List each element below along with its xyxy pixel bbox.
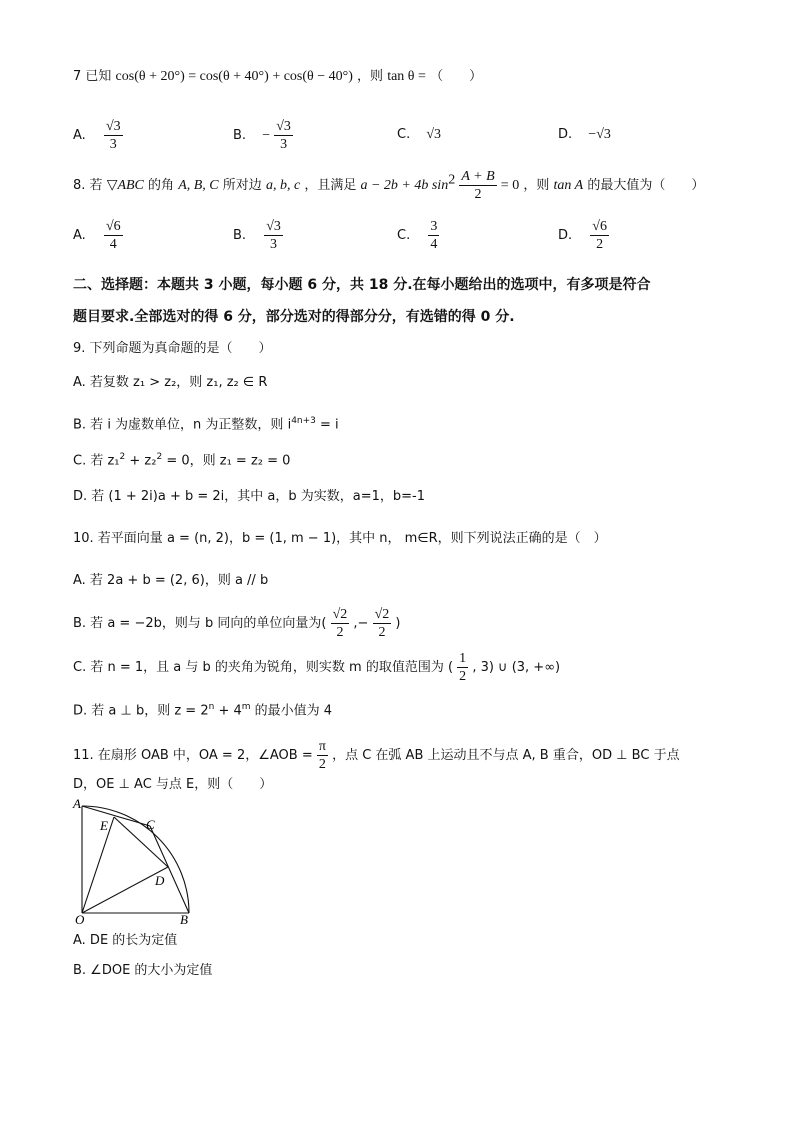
q10-option-a: A. 若 2a + b = (2, 6)，则 a // b [73, 573, 269, 588]
option-label: C. [397, 228, 411, 243]
q10-option-b [73, 606, 401, 641]
q9-option-b [73, 412, 339, 434]
q7-paren: （ ） [430, 69, 483, 84]
q10-option-d [73, 698, 332, 720]
q8-text: 的角 [148, 178, 175, 193]
label-o: O [75, 912, 85, 926]
option-label: C. [397, 127, 411, 142]
denominator: 3 [280, 137, 288, 152]
q7-then: ，则 [357, 69, 384, 84]
option-text: D. 若 a ⊥ b，则 z = 2 [73, 703, 209, 719]
q8-text: 的最大值为（ ） [587, 178, 705, 193]
q8-option-a [73, 218, 123, 253]
q11-stem [73, 738, 680, 773]
q8-triangle: ▽ABC [106, 178, 144, 193]
q9-option-d: D. 若 (1 + 2i)a + b = 2i，其中 a，b 为实数，a=1，b=-1 [73, 489, 425, 504]
option-label: A. [73, 228, 86, 243]
q8-target: tan A [553, 178, 584, 193]
numerator: A + B [461, 169, 495, 184]
q8-fraction [459, 168, 496, 203]
exponent: 4n+3 [291, 416, 316, 426]
minus-sign: − [262, 128, 271, 143]
q11-option-b: B. ∠DOE 的大小为定值 [73, 963, 213, 978]
fraction [457, 650, 468, 685]
denominator: 2 [474, 187, 482, 202]
q7-option-b [233, 118, 293, 153]
label-b: B [180, 912, 188, 926]
exponent: n [208, 702, 215, 712]
q7-option-a [73, 118, 123, 153]
q11-stem-cont: D，OE ⊥ AC 与点 E，则（ ） [73, 777, 273, 792]
fraction [274, 118, 293, 153]
option-text: B. 若 a = −2b，则与 b 同向的单位向量为( [73, 616, 327, 631]
denominator: 2 [336, 625, 344, 640]
q8-text: ，且满足 [304, 178, 357, 193]
option-text: , 3) ∪ (3, +∞) [472, 660, 561, 675]
option-text: = i [315, 417, 339, 433]
q9-option-a: A. 若复数 z₁ > z₂，则 z₁, z₂ ∈ R [73, 375, 268, 390]
denominator: 2 [596, 237, 604, 252]
numerator: 3 [430, 219, 438, 234]
q8-sides: a, b, c [265, 178, 301, 193]
q8-option-b [233, 218, 283, 253]
sector-diagram [72, 796, 202, 926]
numerator: √3 [266, 219, 281, 234]
option-text: B. 若 i 为虚数单位，n 为正整数，则 i [73, 417, 292, 433]
denominator: 2 [318, 757, 326, 772]
numerator: 1 [459, 651, 467, 666]
chord-cb [150, 826, 189, 913]
option-label: A. [73, 128, 86, 143]
denominator: 4 [430, 237, 438, 252]
option-label: B. [233, 228, 247, 243]
label-a: A [73, 796, 81, 811]
option-value: √3 [426, 127, 442, 142]
segment-ed [114, 817, 168, 867]
option-text: 的最小值为 4 [250, 703, 333, 719]
denominator: 2 [459, 669, 467, 684]
q7-option-c [397, 127, 441, 143]
option-label: D. [558, 127, 573, 142]
q7-stem [73, 68, 482, 86]
label-e: E [100, 818, 108, 833]
fraction [590, 218, 609, 253]
option-text: + 4 [214, 703, 242, 719]
numerator: √3 [105, 119, 121, 134]
q8-text: ，则 [523, 178, 550, 193]
q8-condition: a − 2b + 4b sin [360, 178, 449, 193]
q8-exponent: 2 [448, 172, 456, 188]
section-heading: 二、选择题：本题共 3 小题，每小题 6 分，共 18 分.在每小题给出的选项中，有多项是符合 [73, 277, 651, 293]
fraction [373, 606, 392, 641]
option-text: C. 若 z₁ [73, 453, 120, 469]
q10-option-c [73, 650, 560, 685]
option-label: D. [558, 228, 573, 243]
q7-option-d [558, 127, 611, 143]
fraction [264, 218, 283, 253]
fraction [331, 606, 350, 641]
denominator: 3 [270, 237, 278, 252]
q8-prefix: 8. 若 [73, 178, 103, 193]
fraction [428, 218, 439, 253]
q8-angles: A, B, C [178, 178, 219, 193]
option-value: −√3 [588, 127, 611, 142]
q7-ask: tan θ = [387, 69, 426, 84]
pi-fraction [317, 738, 328, 773]
numerator: √6 [105, 219, 121, 234]
q7-prefix: 7 已知 [73, 69, 112, 84]
option-label: B. [233, 128, 247, 143]
fraction [104, 218, 123, 253]
denominator: 3 [109, 137, 117, 152]
numerator: √3 [276, 119, 291, 134]
denominator: 4 [109, 237, 117, 252]
exponent: 2 [156, 452, 163, 462]
q11-text: ，点 C 在弧 AB 上运动且不与点 A, B 重合，OD ⊥ BC 于点 [332, 748, 680, 763]
q8-option-d [558, 218, 609, 253]
q7-equation: cos(θ + 20°) = cos(θ + 40°) + cos(θ − 40°) [115, 69, 353, 84]
q11-text: 11. 在扇形 OAB 中，OA = 2，∠AOB = [73, 748, 313, 763]
q8-equals: = 0 [500, 178, 520, 193]
fraction [104, 118, 123, 153]
numerator: √6 [592, 219, 607, 234]
q8-text: 所对边 [222, 178, 262, 193]
option-text: ) [395, 616, 401, 631]
label-d: D [155, 873, 165, 888]
option-text: + z₂ [125, 453, 157, 469]
q10-stem: 10. 若平面向量 a = (n, 2)，b = (1, m − 1)，其中 n， m∈R，则下列说法正确的是（ ） [73, 531, 607, 546]
numerator: √2 [374, 607, 390, 622]
section-heading-cont: 题目要求.全部选对的得 6 分，部分选对的得部分分，有选错的得 0 分. [73, 309, 515, 325]
q9-stem: 9. 下列命题为真命题的是（ ） [73, 341, 272, 356]
label-c: C [146, 817, 155, 832]
q8-stem [73, 168, 704, 203]
option-text: C. 若 n = 1，且 a 与 b 的夹角为锐角，则实数 m 的取值范围为 ( [73, 660, 454, 675]
numerator: π [318, 739, 326, 754]
denominator: 2 [378, 625, 386, 640]
option-text: ,− [353, 616, 369, 631]
chord-ac [82, 806, 150, 826]
numerator: √2 [332, 607, 348, 622]
exponent: 2 [119, 452, 126, 462]
q8-option-c [397, 218, 439, 253]
exponent: m [241, 702, 251, 712]
option-text: = 0，则 z₁ = z₂ = 0 [162, 453, 291, 469]
q11-option-a: A. DE 的长为定值 [73, 933, 178, 948]
q9-option-c [73, 448, 290, 470]
